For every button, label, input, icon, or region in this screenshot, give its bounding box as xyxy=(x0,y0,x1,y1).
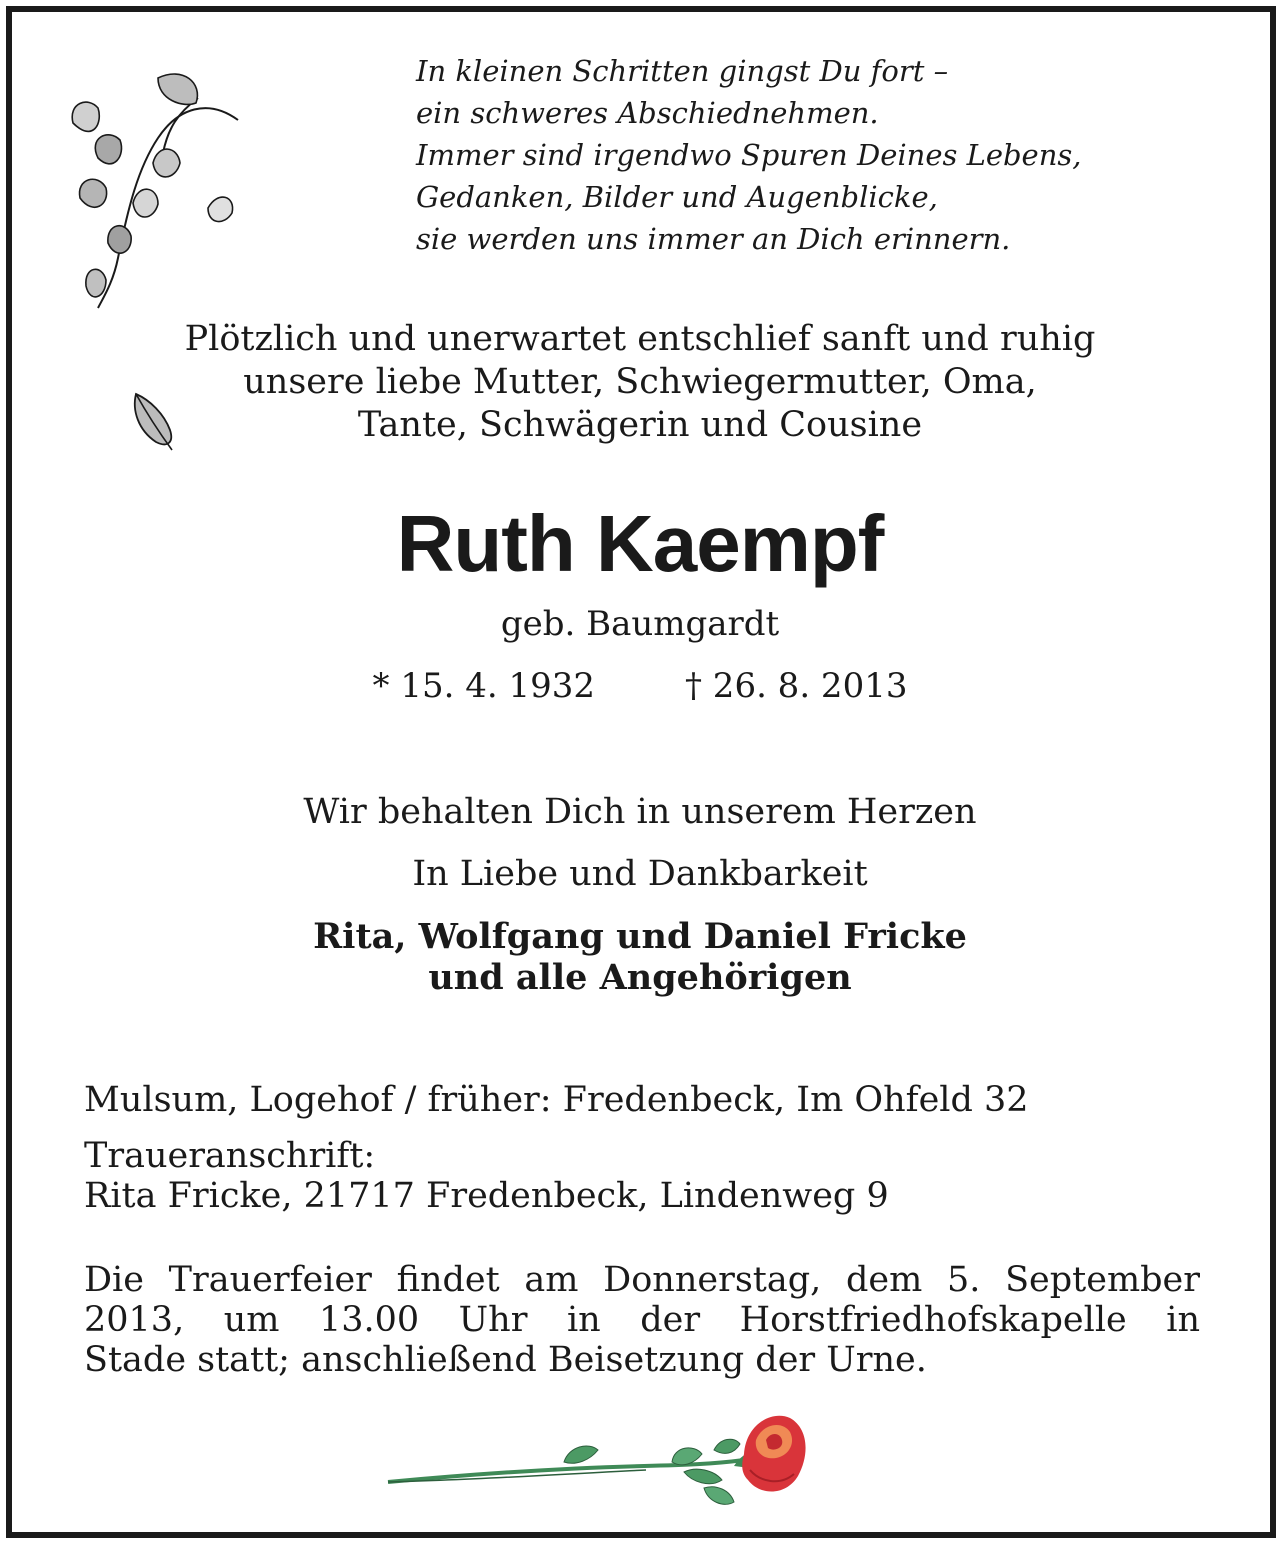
death-date: † 26. 8. 2013 xyxy=(685,666,908,706)
memorial-poem xyxy=(416,50,1236,260)
poem-line: ein schweres Abschiednehmen. xyxy=(416,96,879,130)
poem-line: Gedanken, Bilder und Augenblicke, xyxy=(416,180,938,214)
deceased-name: Ruth Kaempf xyxy=(396,499,884,588)
poem-line: In kleinen Schritten gingst Du fort – xyxy=(416,54,949,88)
intro-line: Tante, Schwägerin und Cousine xyxy=(357,405,923,445)
announcement-intro xyxy=(0,318,1280,447)
ceremony-text-end: Stade statt; anschließend Beisetzung der Urne. xyxy=(84,1340,927,1380)
intro-line: unsere liebe Mutter, Schwiegermutter, Oma, xyxy=(243,362,1037,402)
ceremony-text: Die Trauerfeier findet am Donnerstag, dem 5. September 2013, um 13.00 Uhr in der Horstfriedhofskapelle in xyxy=(84,1260,1200,1340)
family-line: Rita, Wolfgang und Daniel Fricke xyxy=(313,916,967,957)
poem-line: Immer sind irgendwo Spuren Deines Lebens, xyxy=(416,138,1082,172)
poem-line: sie werden uns immer an Dich erinnern. xyxy=(416,222,1011,256)
farewell-line: Wir behalten Dich in unserem Herzen xyxy=(303,792,977,832)
residence-address: Mulsum, Logehof / früher: Fredenbeck, Im Ohfeld 32 xyxy=(84,1080,1029,1120)
falling-leaves-illustration xyxy=(58,58,248,318)
maiden-name: geb. Baumgardt xyxy=(500,604,780,644)
birth-date: * 15. 4. 1932 xyxy=(372,666,595,706)
family-line: und alle Angehörigen xyxy=(428,957,852,998)
intro-line: Plötzlich und unerwartet entschlief sanft und ruhig xyxy=(184,319,1096,359)
family-signature xyxy=(0,916,1280,998)
mourning-address: Rita Fricke, 21717 Fredenbeck, Lindenweg 9 xyxy=(84,1176,889,1216)
ceremony-notice xyxy=(84,1260,1200,1380)
red-rose-illustration xyxy=(384,1410,814,1520)
life-dates xyxy=(0,664,1280,708)
mourning-address-label: Traueranschrift: xyxy=(84,1136,376,1176)
gratitude-line: In Liebe und Dankbarkeit xyxy=(412,854,868,894)
